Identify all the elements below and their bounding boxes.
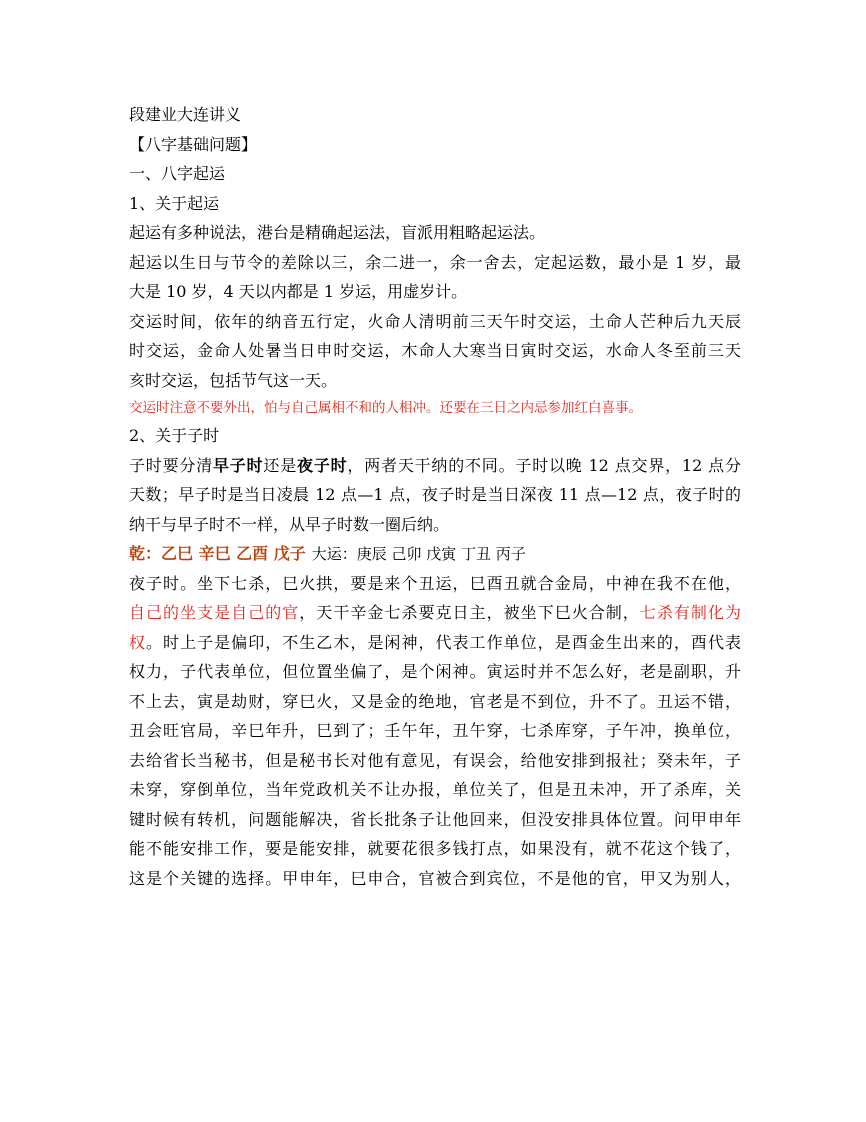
bazi-label: 乾：: [129, 544, 162, 563]
paragraph-line: [129, 598, 741, 628]
paragraph-line: 起运有多种说法，港台是精确起运法，盲派用粗略起运法。: [129, 223, 546, 242]
paragraph-line: 交运时间，依年的纳音五行定，火命人清明前三天午时交运，土命人芒种后九天辰: [129, 311, 741, 331]
bold-term-zaozishi: 早子时: [213, 455, 264, 475]
paragraph-line: 夜子时。坐下七杀，巳火拱，要是来个丑运，巳酉丑就合金局，中神在我不在他，: [129, 573, 741, 593]
paragraph-line: [129, 628, 741, 658]
paragraph-line: 去给省长当秘书，但是秘书长对他有意见，有误会，给他安排到报社；癸未年，子: [129, 750, 741, 770]
red-highlight: 七杀有制化为: [639, 603, 741, 622]
text-span: ，两者天干纳的不同。子时以晚 12 点交界，12 点分: [347, 455, 741, 475]
paragraph-line: 亥时交运，包括节气这一天。: [129, 370, 338, 390]
paragraph-line: 纳干与早子时不一样，从早子时数一圈后纳。: [129, 514, 450, 534]
subheading-qiyun: 1、关于起运: [129, 193, 220, 213]
chapter-heading: 一、八字起运: [129, 164, 226, 183]
red-highlight: 权: [129, 632, 147, 652]
paragraph-line: 起运以生日与节令的差除以三，余二进一，余一舍去，定起运数，最小是 1 岁，最: [129, 252, 741, 272]
paragraph-line: 丑会旺官局，辛巳年升，巳到了；壬午年，丑午穿，七杀库穿，子午冲，换单位，: [129, 721, 741, 740]
paragraph-line: 未穿，穿倒单位，当年党政机关不让办报，单位关了，但是丑未冲，开了杀库，关: [129, 780, 741, 799]
paragraph-line: 权力，子代表单位，但位置坐偏了，是个闲神。寅运时并不怎么好，老是副职，升: [129, 662, 741, 681]
dayun-list: 大运：庚辰 己卯 戊寅 丁丑 丙子: [311, 545, 526, 563]
text-span: 。时上子是偏印，不生乙木，是闲神，代表工作单位，是酉金生出来的，酉代表: [146, 632, 741, 652]
paragraph-line: 能不能安排工作，要是能安排，就要花很多钱打点，如果没有，就不花这个钱了，: [129, 839, 741, 858]
paragraph-line: 大是 10 岁，4 天以内都是 1 岁运，用虚岁计。: [129, 282, 468, 301]
subheading-zishi: 2、关于子时: [129, 426, 220, 445]
paragraph-line: 不上去，寅是劫财，穿巳火，又是金的绝地，官老是不到位，升不了。丑运不错，: [129, 691, 741, 711]
text-span: 子时要分清: [129, 455, 213, 475]
paragraph-line: 键时候有转机，问题能解决，省长批条子让他回来，但没安排具体位置。问甲申年: [129, 809, 741, 829]
red-highlight: 自己的坐支是自己的官: [129, 603, 300, 622]
doc-title: 段建业大连讲义: [129, 105, 242, 124]
warning-note: 交运时注意不要外出，怕与自己属相不和的人相冲。还要在三日之内忌参加红白喜事。: [129, 400, 642, 416]
paragraph-line: 天数；早子时是当日凌晨 12 点—1 点，夜子时是当日深夜 11 点—12 点，夜子时的: [129, 485, 741, 504]
paragraph-line: 这是个关键的选择。甲申年，巳申合，官被合到宾位，不是他的官，甲又为别人，: [129, 868, 741, 888]
text-span: 还是: [263, 455, 298, 475]
section-heading: 【八字基础问题】: [129, 134, 258, 154]
paragraph-line: [129, 451, 741, 481]
text-span: ，天干辛金七杀要克日主，被坐下巳火合制，: [299, 603, 640, 622]
paragraph-line: 时交运，金命人处暑当日申时交运，木命人大寒当日寅时交运，水命人冬至前三天: [129, 341, 741, 360]
document-body: [129, 100, 741, 893]
bazi-pillars: 乙巳 辛巳 乙酉 戊子: [161, 544, 306, 563]
bold-term-yezishi: 夜子时: [297, 455, 348, 475]
bazi-chart-line: [129, 539, 741, 569]
